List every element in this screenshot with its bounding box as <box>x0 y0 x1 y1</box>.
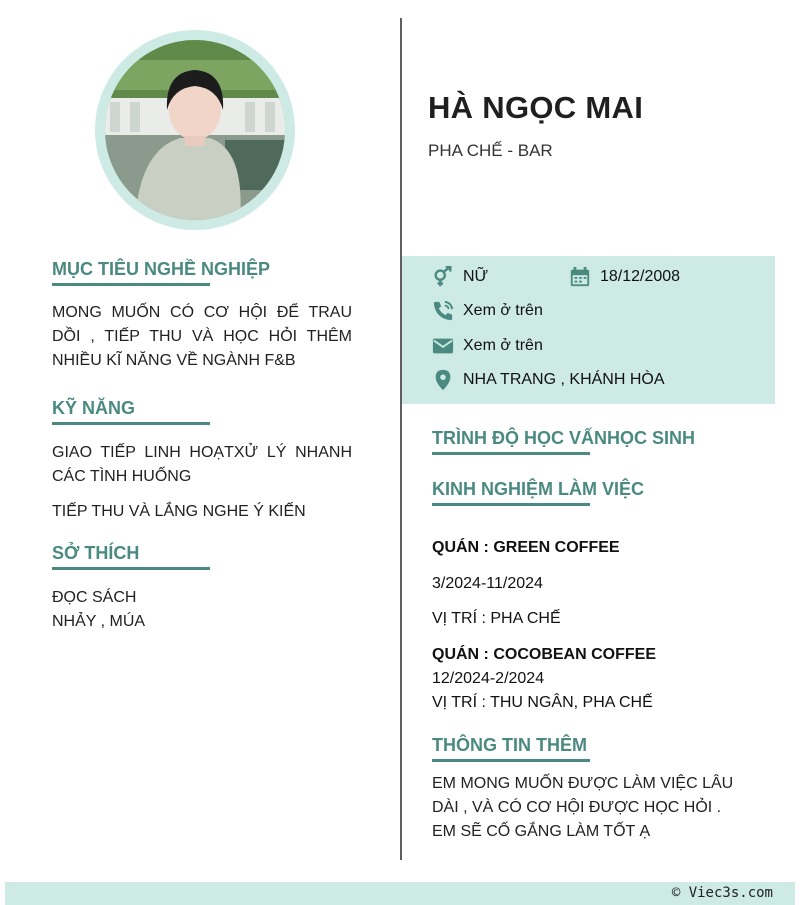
location-pin-icon <box>432 369 454 391</box>
column-divider <box>400 18 402 860</box>
hobbies-heading: SỞ THÍCH <box>52 543 210 570</box>
additional-text: EM MONG MUỐN ĐƯỢC LÀM VIỆC LÂU DÀI , VÀ CÓ CƠ HỘI ĐƯỢC HỌC HỎI . EM SẼ CỐ GẮNG LÀM TỐT Ạ <box>432 775 734 840</box>
objective-text: MONG MUỐN CÓ CƠ HỘI ĐỂ TRAU DỒI , TIẾP THU VÀ HỌC HỎI THÊM NHIỀU KĨ NĂNG VỀ NGÀNH F&B <box>52 304 352 369</box>
education-heading: TRÌNH ĐỘ HỌC VẤNHỌC SINH <box>432 428 590 455</box>
email-value: Xem ở trên <box>463 337 543 354</box>
job-title: PHA CHẾ - BAR <box>428 141 553 160</box>
skills-heading: KỸ NĂNG <box>52 398 210 425</box>
avatar-frame <box>95 30 295 230</box>
birthday-value: 18/12/2008 <box>600 268 681 285</box>
address-row <box>432 369 665 391</box>
experience-heading: KINH NGHIỆM LÀM VIỆC <box>432 479 590 506</box>
avatar-photo <box>105 40 285 220</box>
gender-icon <box>432 266 454 288</box>
job-position: VỊ TRÍ : PHA CHẾ <box>432 610 561 627</box>
hobby-item: NHẢY , MÚA <box>52 613 146 630</box>
education-section <box>432 428 696 455</box>
additional-heading: THÔNG TIN THÊM <box>432 735 590 762</box>
phone-row <box>432 300 543 322</box>
email-icon <box>432 335 454 357</box>
birthday-row <box>569 266 680 288</box>
objective-heading: MỤC TIÊU NGHỀ NGHIỆP <box>52 259 210 286</box>
hobbies-section <box>52 543 210 570</box>
email-row <box>432 335 543 357</box>
candidate-name: HÀ NGỌC MAI <box>428 90 644 125</box>
avatar <box>105 40 285 220</box>
phone-value: Xem ở trên <box>463 302 543 319</box>
hobby-item: ĐỌC SÁCH <box>52 589 137 606</box>
address-value: NHA TRANG , KHÁNH HÒA <box>463 371 665 388</box>
gender-value: NỮ <box>463 268 489 285</box>
phone-icon <box>432 300 454 322</box>
contact-panel <box>402 256 775 404</box>
gender-row <box>432 266 488 288</box>
footer-credit[interactable]: © Viec3s.com <box>671 885 773 901</box>
skill-item: TIẾP THU VÀ LẮNG NGHE Ý KIẾN <box>52 503 306 520</box>
objective-section <box>52 259 271 286</box>
job-period: 3/2024-11/2024 <box>432 575 543 592</box>
footer-bar <box>5 882 795 905</box>
skill-item: GIAO TIẾP LINH HOẠTXỬ LÝ NHANH CÁC TÌNH HUỐNG <box>52 444 352 485</box>
job-company: QUÁN : COCOBEAN COFFEE <box>432 646 656 663</box>
experience-section <box>432 479 645 506</box>
job-period: 12/2024-2/2024 <box>432 670 545 687</box>
job-position: VỊ TRÍ : THU NGÂN, PHA CHẾ <box>432 694 653 711</box>
job-company: QUÁN : GREEN COFFEE <box>432 539 620 556</box>
calendar-icon <box>569 266 591 288</box>
additional-section <box>432 735 590 762</box>
skills-section <box>52 398 210 425</box>
